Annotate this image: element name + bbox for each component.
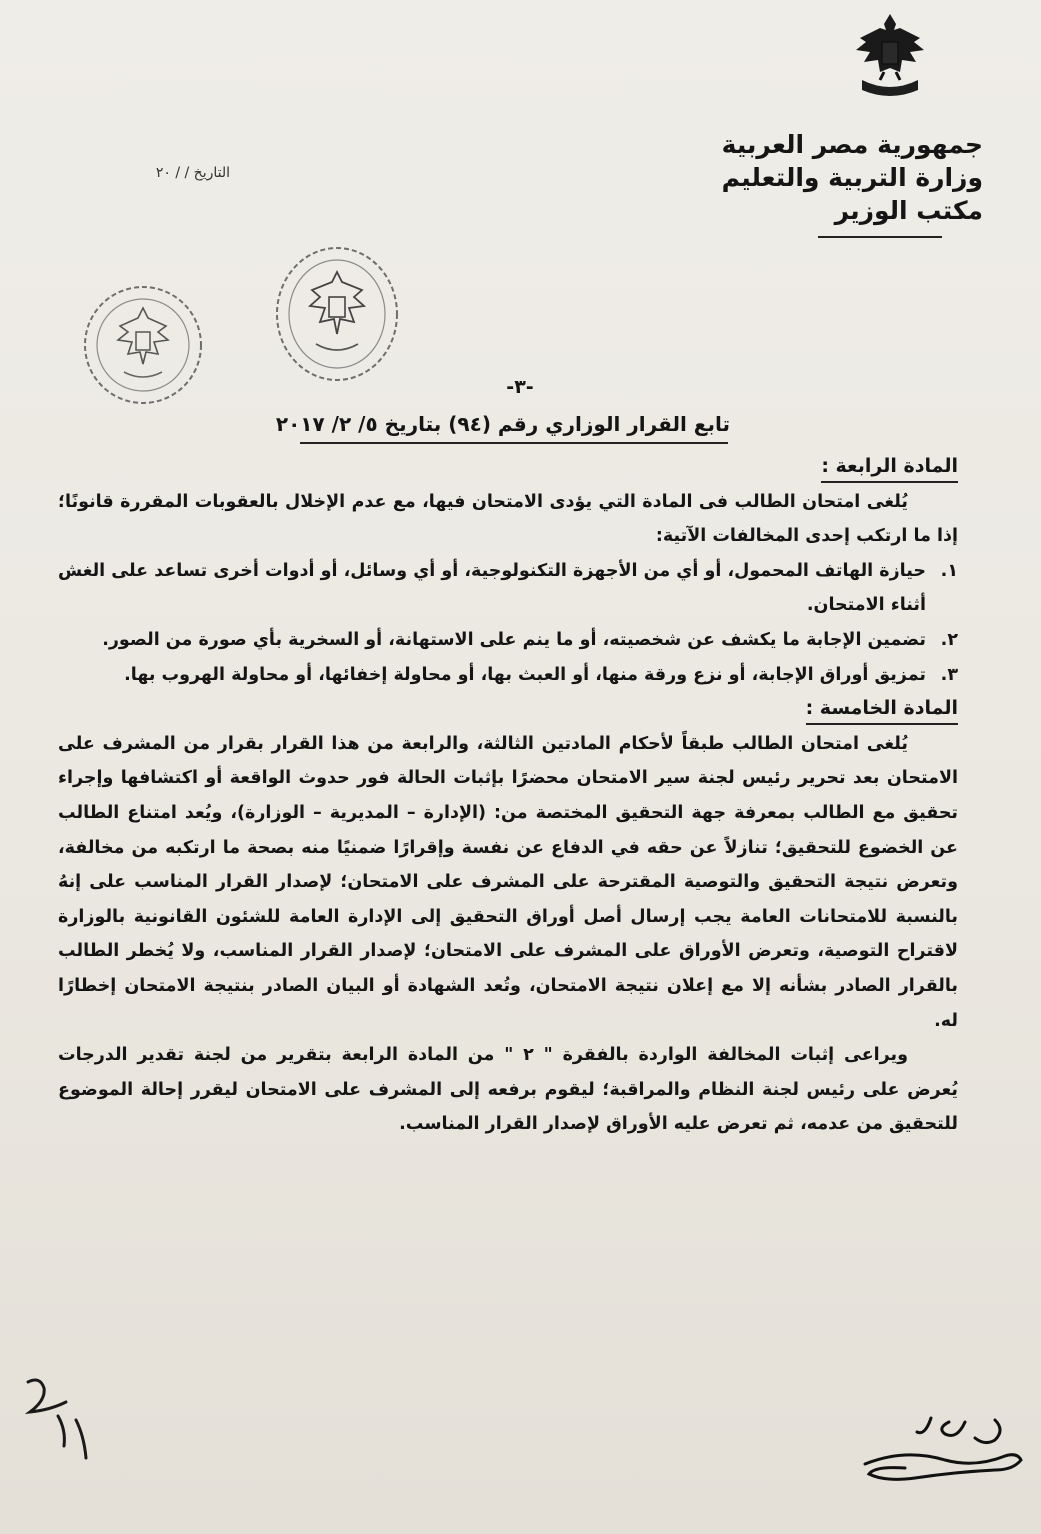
continuation-underline xyxy=(300,442,728,444)
article4-intro: يُلغى امتحان الطالب فى المادة التي يؤدى الامتحان فيها، مع عدم الإخلال بالعقوبات المقررة قانونًا؛ إذا ما ارتكب إحدى المخالفات الآتية: xyxy=(58,491,958,547)
list-item-text: تمزيق أوراق الإجابة، أو نزع ورقة منها، أو العبث بها، أو محاولة إخفائها، أو محاولة الهروب بها. xyxy=(124,664,926,685)
header-underline xyxy=(818,236,942,238)
official-stamp-icon xyxy=(272,242,402,387)
document-body xyxy=(58,450,958,1142)
article5-paragraph-2: ويراعى إثبات المخالفة الواردة بالفقرة " ٢ " من المادة الرابعة بتقرير من لجنة تقدير الدرجات يُعرض على رئيس لجنة النظام والمراقبة؛ ليقوم برفعه إلى المشرف على الامتحان ليقرر إحالة الموضوع للتحقيق من عدمه، ثم تعرض عليه الأوراق لإصدار القرار المناسب. xyxy=(58,1045,958,1135)
article5-paragraph-1: يُلغى امتحان الطالب طبقاً لأحكام المادتين الثالثة، والرابعة من هذا القرار بقرار من المشرف على الامتحان بعد تحرير رئيس لجنة سير الامتحان محضرًا بإثبات الحالة فور حدوث الواقعة أو اكتشافها وإجراء تحقيق مع الطالب بمعرفة جهة التحقيق المختصة من: (الإدارة – المديرية – الوزارة)، ويُعد امتناع الطالب عن الخضوع للتحقيق؛ تنازلاً عن حقه في الدفاع عن نفسة وإقرارًا ضمنيًا منه بصحة ما ارتكبه من مخالفة، وتعرض نتيجة التحقيق والتوصية المقترحة على المشرف على الامتحان؛ لإصدار القرار المناسب على إنهُ بالنسبة للامتحانات العامة يجب إرسال أصل أوراق التحقيق إلى الإدارة العامة للشئون القانونية بالوزارة لاقتراح التوصية، وتعرض الأوراق على المشرف على الامتحان؛ لإصدار القرار المناسب، ولا يُخطر الطالب بالقرار الصادر بشأنه إلا مع إعلان نتيجة الامتحان، وتُعد الشهادة أو البيان الصادر بنتيجة الامتحان إخطارًا له. xyxy=(58,733,958,1031)
page-number: -٣- xyxy=(506,376,534,398)
ministry-header xyxy=(723,128,983,227)
header-country: جمهورية مصر العربية xyxy=(721,130,983,159)
continuation-title: تابع القرار الوزاري رقم (٩٤) بتاريخ ٥/ ٢/ ٢٠١٧ xyxy=(275,412,730,436)
list-item xyxy=(58,554,958,623)
list-item xyxy=(58,623,958,658)
handwritten-initials-icon xyxy=(10,1372,100,1467)
eagle-emblem-icon xyxy=(850,8,930,100)
list-item-text: حيازة الهاتف المحمول، أو أي من الأجهزة التكنولوجية، أو أي وسائل، أو أدوات أخرى تساعد على الغش أثناء الامتحان. xyxy=(58,560,926,616)
header-office: مكتب الوزير xyxy=(834,196,983,225)
signature-icon xyxy=(845,1400,1025,1495)
article4-title: المادة الرابعة : xyxy=(821,451,958,483)
list-item-number: ٣. xyxy=(940,664,958,685)
article5-title: المادة الخامسة : xyxy=(806,693,958,725)
list-item-text: تضمين الإجابة ما يكشف عن شخصيته، أو ما ينم على الاستهانة، أو السخرية بأي صورة من الصور. xyxy=(102,629,926,650)
header-ministry: وزارة التربية والتعليم xyxy=(721,163,983,192)
list-item-number: ١. xyxy=(940,560,958,581)
date-field: التاريخ / / ٢٠ xyxy=(155,165,230,181)
official-stamp-icon xyxy=(78,280,208,410)
list-item-number: ٢. xyxy=(940,629,958,650)
list-item xyxy=(58,658,958,693)
